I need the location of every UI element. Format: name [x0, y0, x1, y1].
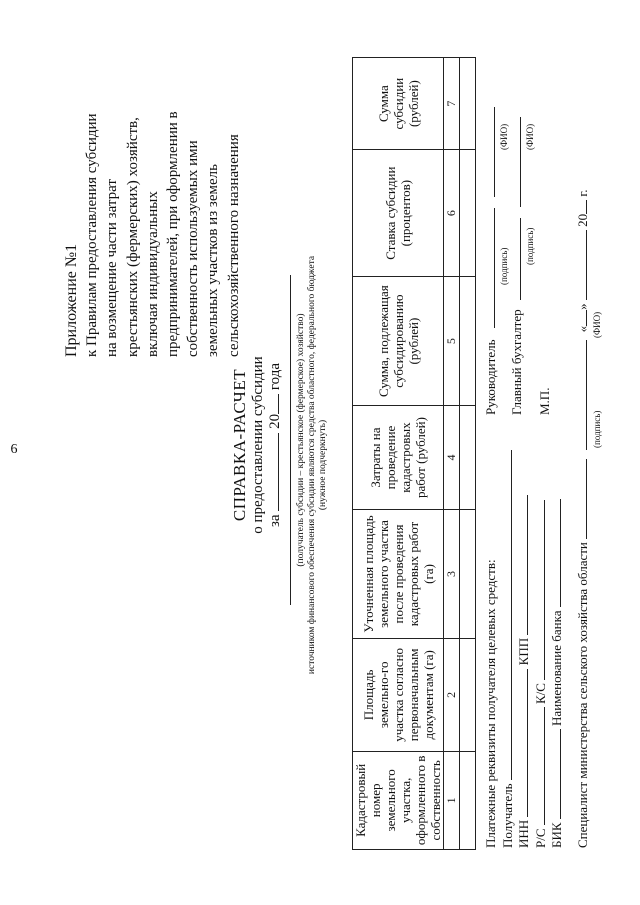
- date-year-suffix: г.: [575, 189, 590, 197]
- appendix-line: Приложение №1: [63, 243, 80, 357]
- table-header-cell: Уточненная площадь земельного участка после проведения кадастровых работ (га): [353, 509, 444, 638]
- table-header-cell: Сумма, подлежащая субсидированию (рублей): [353, 277, 444, 406]
- page-number: 6: [10, 442, 18, 457]
- rs-blank: [533, 707, 545, 825]
- title-block: [230, 195, 284, 695]
- appendix-line: на возмещение части затрат: [104, 179, 121, 357]
- appendix-block: [62, 17, 244, 357]
- head-signature-row: [483, 55, 509, 415]
- appendix-line: предпринимателей, при оформлении в: [165, 111, 182, 357]
- bank-blank: [549, 499, 561, 607]
- table-number-cell: 3: [444, 509, 460, 638]
- appendix-line: земельных участков из земель: [205, 164, 222, 357]
- table-header-cell: Площадь земельно-го участка согласно первоначальным документам (га): [353, 639, 444, 752]
- period-blank: [267, 433, 279, 511]
- table-number-cell: 7: [444, 58, 460, 150]
- payment-inn-row: [516, 348, 533, 848]
- accountant-signature-blank: [509, 218, 521, 300]
- date-day-blank: [575, 310, 587, 326]
- document-title: СПРАВКА-РАСЧЕТ: [230, 368, 249, 522]
- rs-label: Р/С: [532, 828, 548, 848]
- funding-source: [307, 185, 329, 745]
- table-number-row: [444, 58, 460, 850]
- date-close-quote: »: [575, 303, 590, 310]
- appendix-line: включая индивидуальных: [144, 191, 161, 357]
- table-cell: [460, 509, 476, 638]
- accountant-fio-caption: (ФИО): [525, 123, 535, 150]
- table-header-cell: Затраты на проведение кадастровых работ (рублей): [353, 406, 444, 510]
- kpp-label: КПП: [516, 637, 531, 666]
- specialist-label: Специалист министерства сельского хозяйства области: [575, 542, 590, 848]
- accountant-label: Главный бухгалтер: [509, 309, 524, 415]
- date-year-blank: [575, 200, 587, 214]
- table-row: [460, 58, 476, 850]
- recipient-label: Получатель: [499, 783, 515, 848]
- payment-bik-row: [549, 348, 566, 848]
- table-number-cell: 4: [444, 406, 460, 510]
- inn-blank: [516, 669, 528, 817]
- ks-label: К/С: [532, 683, 548, 704]
- period-line: [267, 195, 284, 695]
- recipient-blank: [500, 450, 512, 780]
- recipient-caption: (получатель субсидии – крестьянское (фермерское) хозяйство): [296, 313, 306, 567]
- document-subtitle: о предоставлении субсидии: [250, 356, 266, 534]
- accountant-signature-row: [509, 55, 535, 415]
- head-fio-blank: [483, 107, 495, 197]
- period-suffix: года: [267, 363, 283, 391]
- period-prefix: за: [267, 514, 283, 527]
- table-cell: [460, 58, 476, 150]
- table-cell: [460, 639, 476, 752]
- calculation-table: [352, 57, 476, 850]
- table-number-cell: 5: [444, 277, 460, 406]
- accountant-signature-caption: (подпись): [525, 227, 535, 265]
- bank-label: Наименование банка: [549, 610, 564, 726]
- stamp-place: М.П.: [537, 387, 552, 415]
- date-year-prefix: 20: [575, 213, 590, 227]
- table-number-cell: 6: [444, 150, 460, 277]
- appendix-line: собственность используемых ими: [185, 140, 202, 357]
- head-label: Руководитель: [483, 339, 498, 415]
- table-header-row: [353, 58, 444, 850]
- table-cell: [460, 751, 476, 849]
- signatures-block: [483, 55, 553, 415]
- table-number-cell: 1: [444, 751, 460, 849]
- payment-rs-row: [533, 348, 550, 848]
- table-header-cell: Ставка субсидии (процентов): [353, 150, 444, 277]
- table-cell: [460, 406, 476, 510]
- funding-source-note: (нужное подчеркнуть): [318, 419, 328, 511]
- date-month-blank: [575, 230, 587, 300]
- payment-recipient-row: [500, 348, 517, 848]
- payment-heading: Платежные реквизиты получателя целевых средств:: [483, 559, 498, 848]
- bik-label: БИК: [549, 822, 564, 848]
- ks-blank: [533, 500, 545, 680]
- specialist-fio-caption: (ФИО): [592, 311, 602, 338]
- appendix-line: к Правилам предоставления субсидии: [84, 113, 101, 357]
- period-year-blank: [267, 394, 279, 414]
- recipient-line: [290, 275, 291, 605]
- period-year-prefix: 20: [267, 413, 283, 429]
- payment-details: [483, 348, 566, 848]
- head-signature-caption: (подпись): [499, 247, 509, 285]
- table-number-cell: 2: [444, 639, 460, 752]
- appendix-line: сельскохозяйственного назначения: [225, 134, 242, 357]
- accountant-fio-blank: [509, 117, 521, 207]
- bik-blank: [549, 729, 561, 819]
- funding-source-text: источником финансового обеспечения субсидии являются средства областного, федерального бюджета: [307, 255, 317, 675]
- table-cell: [460, 277, 476, 406]
- kpp-blank: [516, 495, 528, 635]
- appendix-line: крестьянских (фермерских) хозяйств,: [124, 117, 141, 357]
- head-fio-caption: (ФИО): [499, 123, 509, 150]
- inn-label: ИНН: [516, 819, 531, 848]
- table-header-cell: Кадастровый номер земельного участка, оформленного в собственность: [353, 751, 444, 849]
- specialist-fio-blank: [575, 340, 587, 450]
- table-header-cell: Сумма субсидии (рублей): [353, 58, 444, 150]
- table-cell: [460, 150, 476, 277]
- specialist-signature-caption: (подпись): [592, 410, 602, 448]
- date-open-quote: «: [575, 325, 590, 333]
- specialist-row: [575, 189, 602, 849]
- specialist-signature-blank: [575, 459, 587, 539]
- head-signature-blank: [483, 208, 495, 328]
